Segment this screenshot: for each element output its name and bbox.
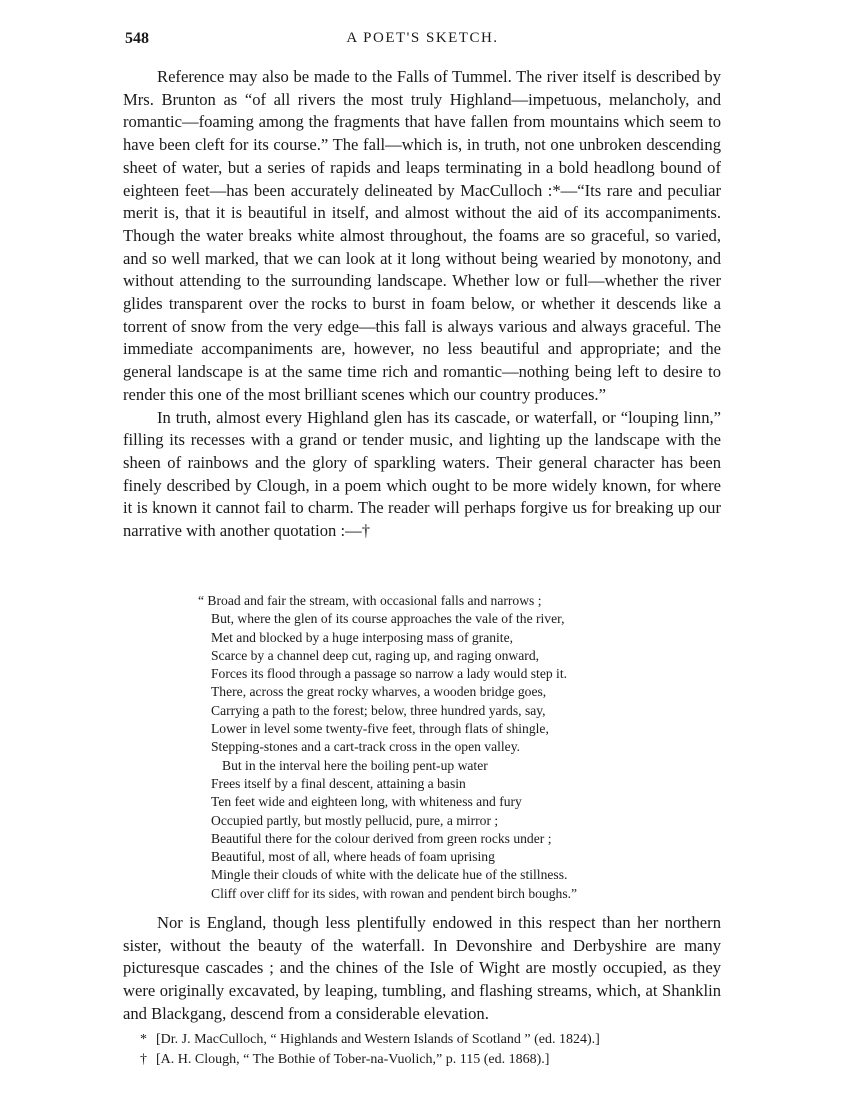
- poem-line: Occupied partly, but mostly pellucid, pure, a mirror ;: [211, 812, 499, 828]
- poem-line: Stepping-stones and a cart-track cross in the open valley.: [211, 739, 521, 755]
- poem-line: Scarce by a channel deep cut, raging up, and raging onward,: [211, 647, 540, 663]
- footnotes: [140, 1030, 740, 1070]
- poem-line: Frees itself by a final descent, attaining a basin: [211, 775, 466, 791]
- footnote-text: [Dr. J. MacCulloch, “ Highlands and Western Islands of Scotland ” (ed. 1824).]: [156, 1032, 600, 1047]
- poem-line: Ten feet wide and eighteen long, with whiteness and fury: [211, 794, 522, 810]
- paragraph-highland-glens: In truth, almost every Highland glen has its cascade, or waterfall, or “louping linn,” filling its recesses with a grand or tender music, and lighting up the landscape with the sheen of rainbows and the glory of sparkling waters. Their general character has been finely described by Clough, in a poem which ought to be more widely known, for where it is known it cannot fail to charm. The reader will perhaps forgive us for breaking up our narrative with another quotation :—†: [123, 407, 721, 541]
- footnote-clough: [140, 1050, 740, 1070]
- page-header: [125, 30, 720, 52]
- footnote-text: [A. H. Clough, “ The Bothie of Tober-na-Vuolich,” p. 115 (ed. 1868).]: [156, 1052, 550, 1067]
- poem-line: Beautiful, most of all, where heads of foam uprising: [211, 849, 495, 865]
- running-title: A POET'S SKETCH.: [346, 30, 499, 46]
- poem-line: “ Broad and fair the stream, with occasional falls and narrows ;: [198, 593, 542, 608]
- poem-line: But in the interval here the boiling pent-up water: [222, 757, 488, 773]
- poem-line: Cliff over cliff for its sides, with rowan and pendent birch boughs.”: [211, 885, 578, 901]
- poem-line: Mingle their clouds of white with the delicate hue of the stillness.: [211, 867, 568, 883]
- poem-line: Forces its flood through a passage so narrow a lady would step it.: [211, 666, 568, 682]
- footnote-maculloch: [140, 1030, 740, 1050]
- poem-quotation: [198, 592, 668, 903]
- paragraph-falls-of-tummel: Reference may also be made to the Falls of Tummel. The river itself is described by Mrs. Brunton as “of all rivers the most truly Highland—impetuous, melancholy, and romantic—foaming among the fragments that have fallen from mountains which seem to have been cleft for its course.” The fall—which is, in truth, not one unbroken descending sheet of water, but a series of rapids and leaps terminating in a bold headlong bound of eighteen feet—has been accurately delineated by MacCulloch :*—“Its rare and peculiar merit is, that it is beautiful in itself, and almost without the aid of its accompaniments. Though the water breaks white almost throughout, the foams are so graceful, so varied, and so well marked, that we can look at it long without being wearied by monotony, and without attending to the surrounding landscape. Whether low or full—whether the river glides transparent over the rocks to burst in foam below, or whether it descends like a torrent of snow from the very edge—this fall is always various and always graceful. The immediate accompaniments are, however, no less beautiful and appropriate; and the general landscape is at the same time rich and romantic—nothing being left to desire to render this one of the most brilliant scenes which our country produces.”: [123, 67, 721, 404]
- poem-line: There, across the great rocky wharves, a wooden bridge goes,: [211, 684, 547, 700]
- poem-line: Met and blocked by a huge interposing mass of granite,: [211, 629, 514, 645]
- page-number: 548: [125, 30, 149, 47]
- poem-line: But, where the glen of its course approaches the vale of the river,: [211, 611, 565, 627]
- poem-line: Lower in level some twenty-five feet, through flats of shingle,: [211, 721, 549, 737]
- footnote-mark: *: [140, 1032, 147, 1047]
- paragraph-england-waterfalls: Nor is England, though less plentifully endowed in this respect than her northern sister, without the beauty of the waterfall. In Devonshire and Derbyshire are many picturesque cascades ; and the chines of the Isle of Wight are mostly occupied, as they were originally excavated, by leaping, tumbling, and flashing streams, which, at Shanklin and Blackgang, descend from a considerable elevation.: [123, 913, 721, 1023]
- footnote-mark: †: [140, 1052, 147, 1067]
- body-text: [123, 66, 721, 543]
- body-text-continued: [123, 912, 721, 1026]
- poem-line: Carrying a path to the forest; below, three hundred yards, say,: [211, 702, 546, 718]
- poem-line: Beautiful there for the colour derived from green rocks under ;: [211, 830, 552, 846]
